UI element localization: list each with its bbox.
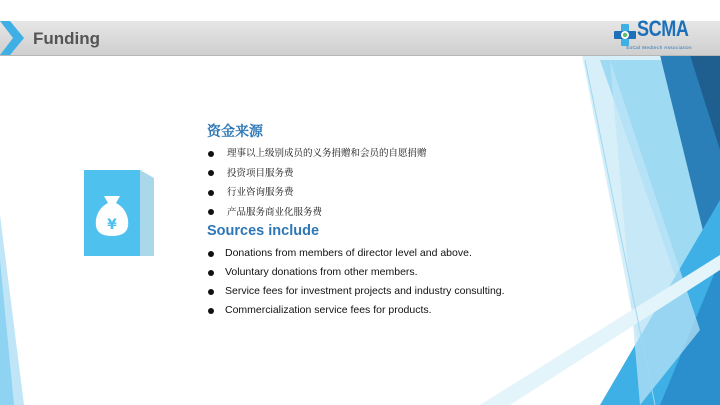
english-heading: Sources include bbox=[207, 223, 320, 239]
bullet-icon bbox=[208, 308, 214, 314]
list-item-text: Donations from members of director level and above. bbox=[225, 247, 472, 259]
list-item bbox=[207, 183, 567, 203]
list-item-text: 投资项目服务费 bbox=[227, 167, 294, 179]
list-item bbox=[207, 164, 567, 184]
chinese-heading: 资金来源 bbox=[207, 124, 263, 140]
list-item bbox=[207, 282, 567, 301]
list-item-text: Commercialization service fees for products. bbox=[225, 304, 432, 316]
bullet-icon bbox=[208, 190, 214, 196]
list-item bbox=[207, 263, 567, 282]
list-item bbox=[207, 244, 567, 263]
page-title: Funding bbox=[33, 29, 101, 48]
list-item bbox=[207, 301, 567, 320]
english-sources-list bbox=[207, 244, 567, 320]
bullet-icon bbox=[208, 151, 214, 157]
bullet-icon bbox=[208, 270, 214, 276]
bullet-icon bbox=[208, 170, 214, 176]
bullet-icon bbox=[208, 209, 214, 215]
list-item-text: 理事以上级别成员的义务捐赠和会员的自愿捐赠 bbox=[227, 148, 427, 159]
chinese-sources-list bbox=[207, 144, 567, 222]
chevron-right-icon bbox=[0, 21, 26, 55]
funding-content bbox=[207, 123, 567, 320]
logo-wordmark: SCMA bbox=[637, 16, 689, 41]
bullet-icon bbox=[208, 251, 214, 257]
list-item-text: 行业咨询服务费 bbox=[227, 187, 294, 198]
logo-subtitle: SoCal Medtech Association bbox=[626, 45, 692, 50]
money-bag-icon bbox=[84, 170, 154, 256]
bullet-icon bbox=[208, 289, 214, 295]
list-item bbox=[207, 144, 567, 164]
list-item-text: 产品服务商业化服务费 bbox=[227, 206, 323, 218]
money-bag-glyph: ¥ bbox=[107, 217, 117, 233]
list-item-text: Service fees for investment projects and industry consulting. bbox=[225, 285, 505, 297]
list-item bbox=[207, 203, 567, 223]
list-item-text: Voluntary donations from other members. bbox=[225, 266, 418, 278]
